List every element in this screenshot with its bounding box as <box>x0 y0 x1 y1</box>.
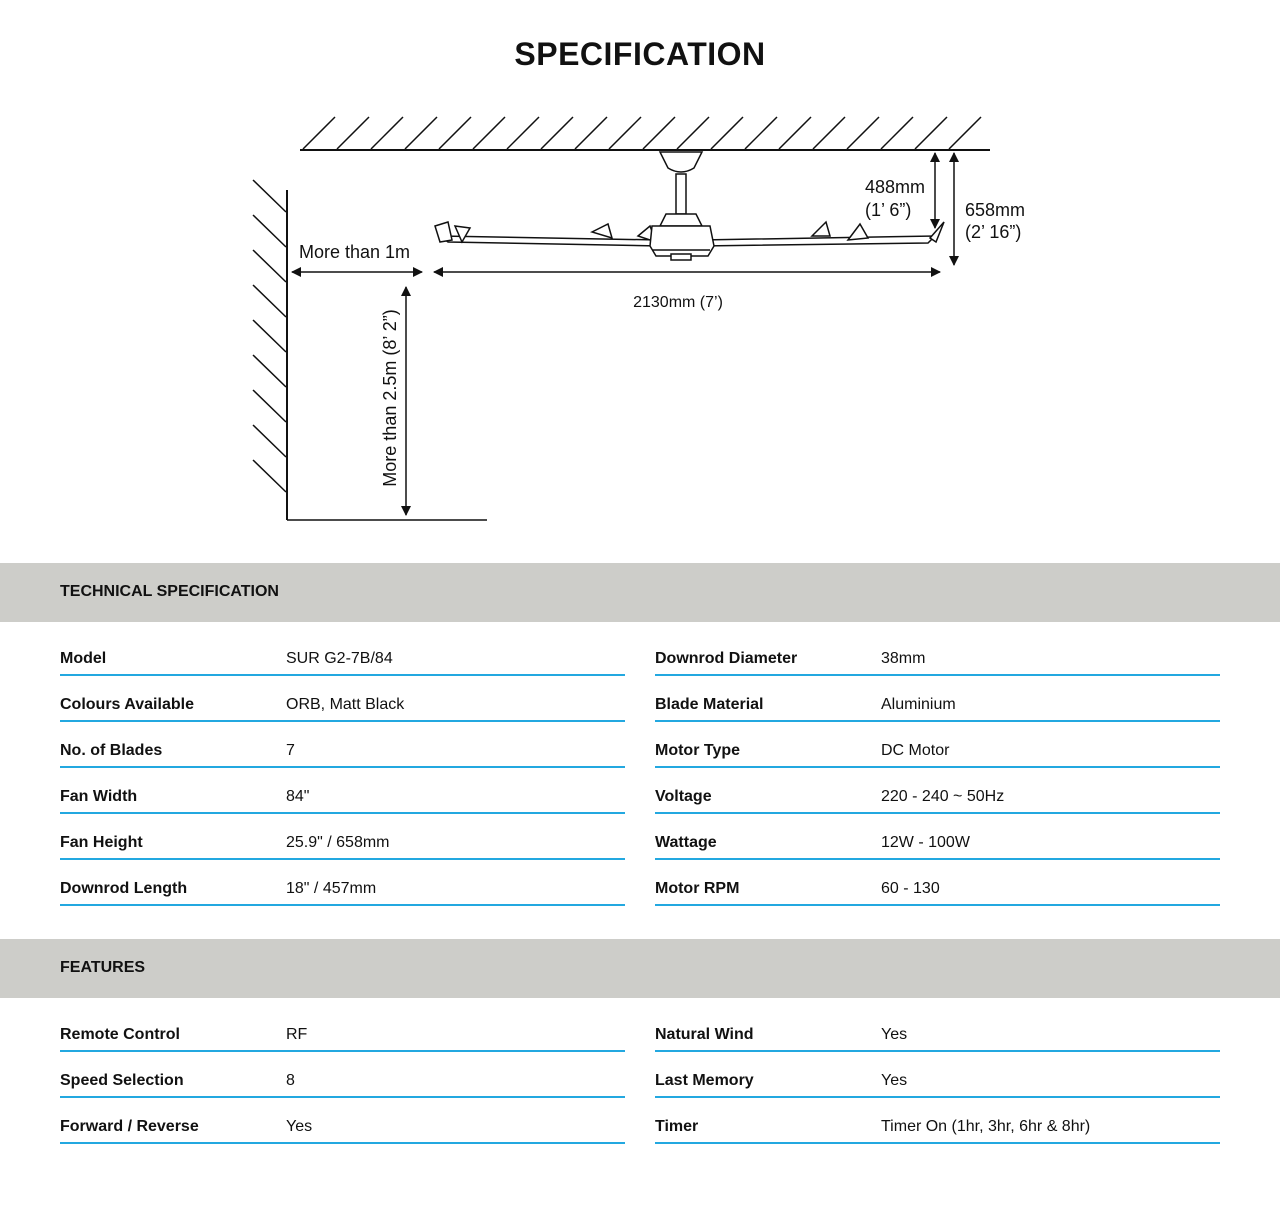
table-row <box>655 676 1220 722</box>
floor-clearance-label: More than 2.5m (8’ 2”) <box>380 309 400 487</box>
table-row <box>655 1006 1220 1052</box>
technical-spec-right-table <box>655 630 1220 906</box>
spec-value: 60 - 130 <box>881 880 940 897</box>
wall-clearance-dimension <box>292 242 422 272</box>
features-right-table <box>655 1006 1220 1144</box>
floor-clearance-dimension <box>380 287 406 515</box>
spec-label: Motor RPM <box>655 880 740 897</box>
table-row <box>60 768 625 814</box>
spec-label: Fan Width <box>60 788 138 805</box>
page-title: SPECIFICATION <box>514 36 766 72</box>
spec-label: Model <box>60 650 107 667</box>
spec-value: ORB, Matt Black <box>286 696 405 713</box>
table-row <box>60 814 625 860</box>
spec-label: Remote Control <box>60 1026 180 1043</box>
table-row <box>655 722 1220 768</box>
spec-label: Colours Available <box>60 696 194 713</box>
spec-label: Forward / Reverse <box>60 1118 199 1135</box>
fan-width-label: 2130mm (7’) <box>633 294 723 311</box>
spec-value: 84" <box>286 788 310 805</box>
spec-value: 38mm <box>881 650 926 667</box>
fan-width-dimension <box>434 272 940 311</box>
spec-value: RF <box>286 1026 308 1043</box>
spec-value: 18" / 457mm <box>286 880 377 897</box>
spec-value: 7 <box>286 742 295 759</box>
spec-label: Last Memory <box>655 1072 754 1089</box>
spec-value: 8 <box>286 1072 295 1089</box>
spec-label: Blade Material <box>655 696 764 713</box>
table-row <box>655 1052 1220 1098</box>
table-row <box>60 630 625 676</box>
spec-value: 12W - 100W <box>881 834 970 851</box>
spec-value: 25.9" / 658mm <box>286 834 390 851</box>
section-title: FEATURES <box>60 959 146 976</box>
spec-label: Wattage <box>655 834 717 851</box>
spec-value: Yes <box>881 1026 908 1043</box>
spec-value: Timer On (1hr, 3hr, 6hr & 8hr) <box>881 1118 1091 1135</box>
technical-spec-left-table <box>60 630 625 906</box>
table-row <box>60 676 625 722</box>
spec-label: Voltage <box>655 788 712 805</box>
table-row <box>60 1052 625 1098</box>
table-row <box>655 630 1220 676</box>
table-row <box>60 1098 625 1144</box>
section-title: TECHNICAL SPECIFICATION <box>60 583 279 600</box>
spec-label: Natural Wind <box>655 1026 754 1043</box>
spec-label: No. of Blades <box>60 742 163 759</box>
spec-value: Yes <box>286 1118 313 1135</box>
drop-height-dimension <box>865 153 935 228</box>
drop-height-mm-label: 488mm <box>865 177 926 197</box>
technical-specification-header <box>0 563 1280 622</box>
spec-label: Motor Type <box>655 742 741 759</box>
wall <box>253 180 287 520</box>
spec-label: Downrod Diameter <box>655 650 798 667</box>
spec-value: Yes <box>881 1072 908 1089</box>
spec-label: Timer <box>655 1118 699 1135</box>
overall-height-mm-label: 658mm <box>965 200 1026 220</box>
spec-label: Downrod Length <box>60 880 188 897</box>
wall-clearance-label: More than 1m <box>299 242 411 262</box>
spec-value: DC Motor <box>881 742 950 759</box>
features-left-table <box>60 1006 625 1144</box>
overall-height-dimension <box>954 153 1025 265</box>
table-row <box>655 768 1220 814</box>
table-row <box>655 814 1220 860</box>
spec-label: Fan Height <box>60 834 143 851</box>
overall-height-ft-label: (2’ 16”) <box>965 222 1022 242</box>
spec-label: Speed Selection <box>60 1072 184 1089</box>
drop-height-ft-label: (1’ 6”) <box>865 200 912 220</box>
spec-value: 220 - 240 ~ 50Hz <box>881 788 1005 805</box>
table-row <box>60 722 625 768</box>
spec-value: SUR G2-7B/84 <box>286 650 393 667</box>
spec-value: Aluminium <box>881 696 956 713</box>
table-row <box>60 860 625 906</box>
installation-diagram <box>0 90 1280 530</box>
table-row <box>655 860 1220 906</box>
table-row <box>655 1098 1220 1144</box>
features-header <box>0 939 1280 998</box>
ceiling <box>300 117 990 150</box>
table-row <box>60 1006 625 1052</box>
